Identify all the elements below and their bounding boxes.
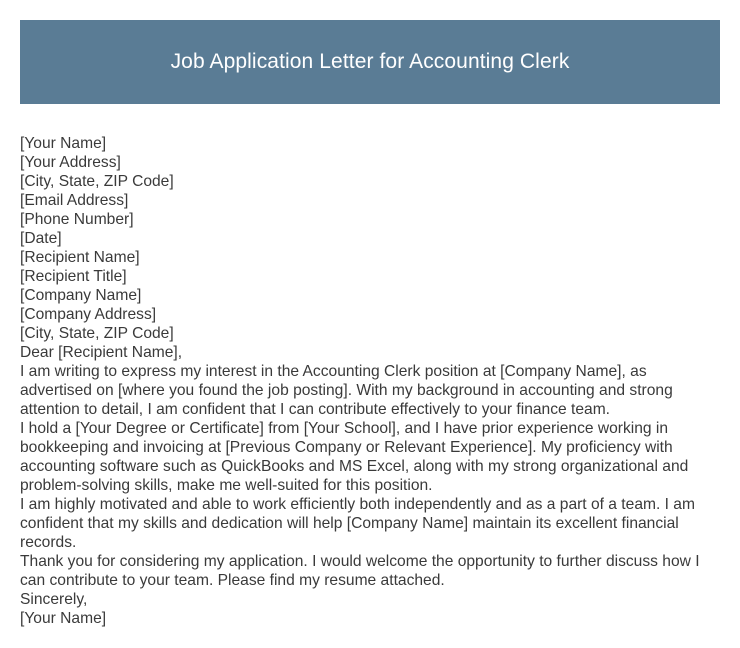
closing: Sincerely,: [20, 591, 88, 608]
paragraph-closing: Thank you for considering my application. I would welcome the opportunity to further discuss how I can contribute to your team. Please find my resume attached.: [20, 553, 700, 589]
sender-address: [Your Address]: [20, 154, 121, 171]
page-title: Job Application Letter for Accounting Clerk: [170, 50, 570, 73]
paragraph-intro: I am writing to express my interest in the Accounting Clerk position at [Company Name], as advertised on [where you found the job posting]. With my background in accounting and strong attention to detail, I am confident that I can contribute effectively to your finance team.: [20, 363, 673, 418]
letter-body: [20, 134, 722, 628]
sender-city-state-zip: [City, State, ZIP Code]: [20, 173, 174, 190]
signature: [Your Name]: [20, 610, 107, 627]
recipient-company: [Company Name]: [20, 287, 142, 304]
sender-email: [Email Address]: [20, 192, 129, 209]
recipient-address: [Company Address]: [20, 306, 157, 323]
sender-phone: [Phone Number]: [20, 211, 134, 228]
paragraph-qualifications: I hold a [Your Degree or Certificate] from [Your School], and I have prior experience working in bookkeeping and invoicing at [Previous Company or Relevant Experience]. My proficiency with accounting software such as QuickBooks and MS Excel, along with my strong organizational and problem-solving skills, make me well-suited for this position.: [20, 420, 689, 494]
recipient-title: [Recipient Title]: [20, 268, 127, 285]
sender-name: [Your Name]: [20, 135, 107, 152]
title-banner: [20, 20, 720, 104]
recipient-city-state-zip: [City, State, ZIP Code]: [20, 325, 174, 342]
recipient-name: [Recipient Name]: [20, 249, 140, 266]
salutation: Dear [Recipient Name],: [20, 344, 183, 361]
letter-date: [Date]: [20, 230, 62, 247]
paragraph-motivation: I am highly motivated and able to work efficiently both independently and as a part of a team. I am confident that my skills and dedication will help [Company Name] maintain its excellent financial records.: [20, 496, 695, 551]
